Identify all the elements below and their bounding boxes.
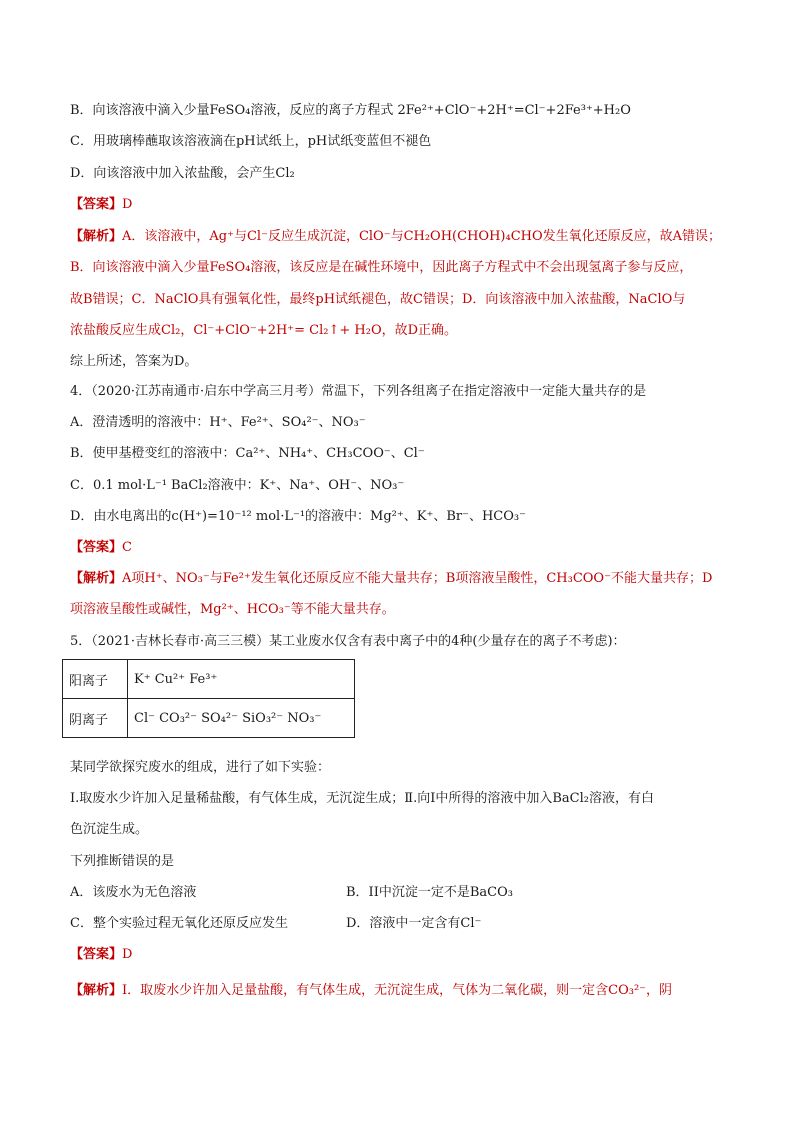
q4-analysis-line-2: 项溶液呈酸性或碱性，Mg²⁺、HCO₃⁻等不能大量共存。 [70,602,395,617]
q4-option-a: A．澄清透明的溶液中：H⁺、Fe²⁺、SO₄²⁻、NO₃⁻ [70,415,366,430]
cation-label: 阳离子 [63,660,128,699]
cation-row [63,660,355,699]
q5-option-c: C．整个实验过程无氧化还原反应发生 [70,916,288,931]
q3-option-d: D．向该溶液中加入浓盐酸，会产生Cl₂ [70,166,295,181]
q5-option-d: D．溶液中一定含有Cl⁻ [346,916,482,931]
analysis-label: 【解析】 [70,983,123,998]
q5-text-line-3: 色沉淀生成。 [70,822,149,837]
anion-list: Cl⁻ CO₃²⁻ SO₄²⁻ SiO₃²⁻ NO₃⁻ [128,699,355,738]
analysis-text: A．该溶液中，Ag⁺与Cl⁻反应生成沉淀，ClO⁻与CH₂OH(CHOH)₄CHO发生氧化还原反应，故A错误； [122,229,722,244]
q3-answer [70,195,132,215]
q3-analysis-line-2: B．向该溶液中滴入少量FeSO₄溶液，该反应是在碱性环境中，因此离子方程式中不会出现氢离子参与反应， [70,260,693,275]
q3-analysis-line-3: 故B错误；C．NaClO具有强氧化性，最终pH试纸褪色，故C错误；D．向该溶液中加入浓盐酸，NaClO与 [70,292,686,307]
analysis-label: 【解析】 [70,229,123,244]
answer-value: D [122,947,133,962]
q4-stem: 4．（2020·江苏南通市·启东中学高三月考）常温下，下列各组离子在指定溶液中一定能大量共存的是 [70,384,647,399]
q3-analysis-line-1 [70,227,721,247]
q4-analysis-line-1 [70,569,712,589]
q3-option-b: B．向该溶液中滴入少量FeSO₄溶液，反应的离子方程式 2Fe²⁺+ClO⁻+2H⁺=Cl⁻+2Fe³⁺+H₂O [70,103,631,118]
q5-analysis-line-1 [70,981,672,1001]
answer-value: D [122,197,133,212]
q4-answer [70,538,132,558]
anion-label: 阴离子 [63,699,128,738]
q5-text-line-1: 某同学欲探究废水的组成，进行了如下实验： [70,760,331,775]
q5-text-line-2: Ⅰ.取废水少许加入足量稀盐酸，有气体生成，无沉淀生成；Ⅱ.向Ⅰ中所得的溶液中加入BaCl₂溶液，有白 [70,791,654,806]
q5-option-a: A．该废水为无色溶液 [70,885,197,900]
cation-list: K⁺ Cu²⁺ Fe³⁺ [128,660,355,699]
ion-table [62,659,355,738]
q3-analysis-line-4: 浓盐酸反应生成Cl₂，Cl⁻+ClO⁻+2H⁺= Cl₂↑+ H₂O，故D正确。 [70,323,458,338]
q5-answer [70,945,132,965]
answer-value: C [122,540,132,555]
answer-label: 【答案】 [70,197,123,212]
analysis-text: Ⅰ．取废水少许加入足量盐酸，有气体生成，无沉淀生成，气体为二氧化碳，则一定含CO₃²⁻，阴 [122,983,673,998]
q5-option-b: B．II中沉淀一定不是BaCO₃ [346,885,513,900]
anion-row [63,699,355,738]
answer-label: 【答案】 [70,540,123,555]
q4-option-b: B．使甲基橙变红的溶液中：Ca²⁺、NH₄⁺、CH₃COO⁻、Cl⁻ [70,446,425,461]
analysis-label: 【解析】 [70,571,123,586]
q3-summary: 综上所述，答案为D。 [70,354,198,369]
q4-option-d: D．由水电离出的c(H⁺)=10⁻¹² mol·L⁻¹的溶液中：Mg²⁺、K⁺、Br⁻、HCO₃⁻ [70,509,526,524]
answer-label: 【答案】 [70,947,123,962]
q4-option-c: C．0.1 mol·L⁻¹ BaCl₂溶液中：K⁺、Na⁺、OH⁻、NO₃⁻ [70,478,405,493]
q5-text-line-4: 下列推断错误的是 [70,854,175,869]
analysis-text: A项H⁺、NO₃⁻与Fe²⁺发生氧化还原反应不能大量共存；B项溶液呈酸性，CH₃COO⁻不能大量共存；D [122,571,713,586]
q5-stem: 5．（2021·吉林长春市·高三三模）某工业废水仅含有表中离子中的4种(少量存在的离子不考虑)： [70,634,626,649]
q3-option-c: C．用玻璃棒蘸取该溶液滴在pH试纸上，pH试纸变蓝但不褪色 [70,134,432,149]
